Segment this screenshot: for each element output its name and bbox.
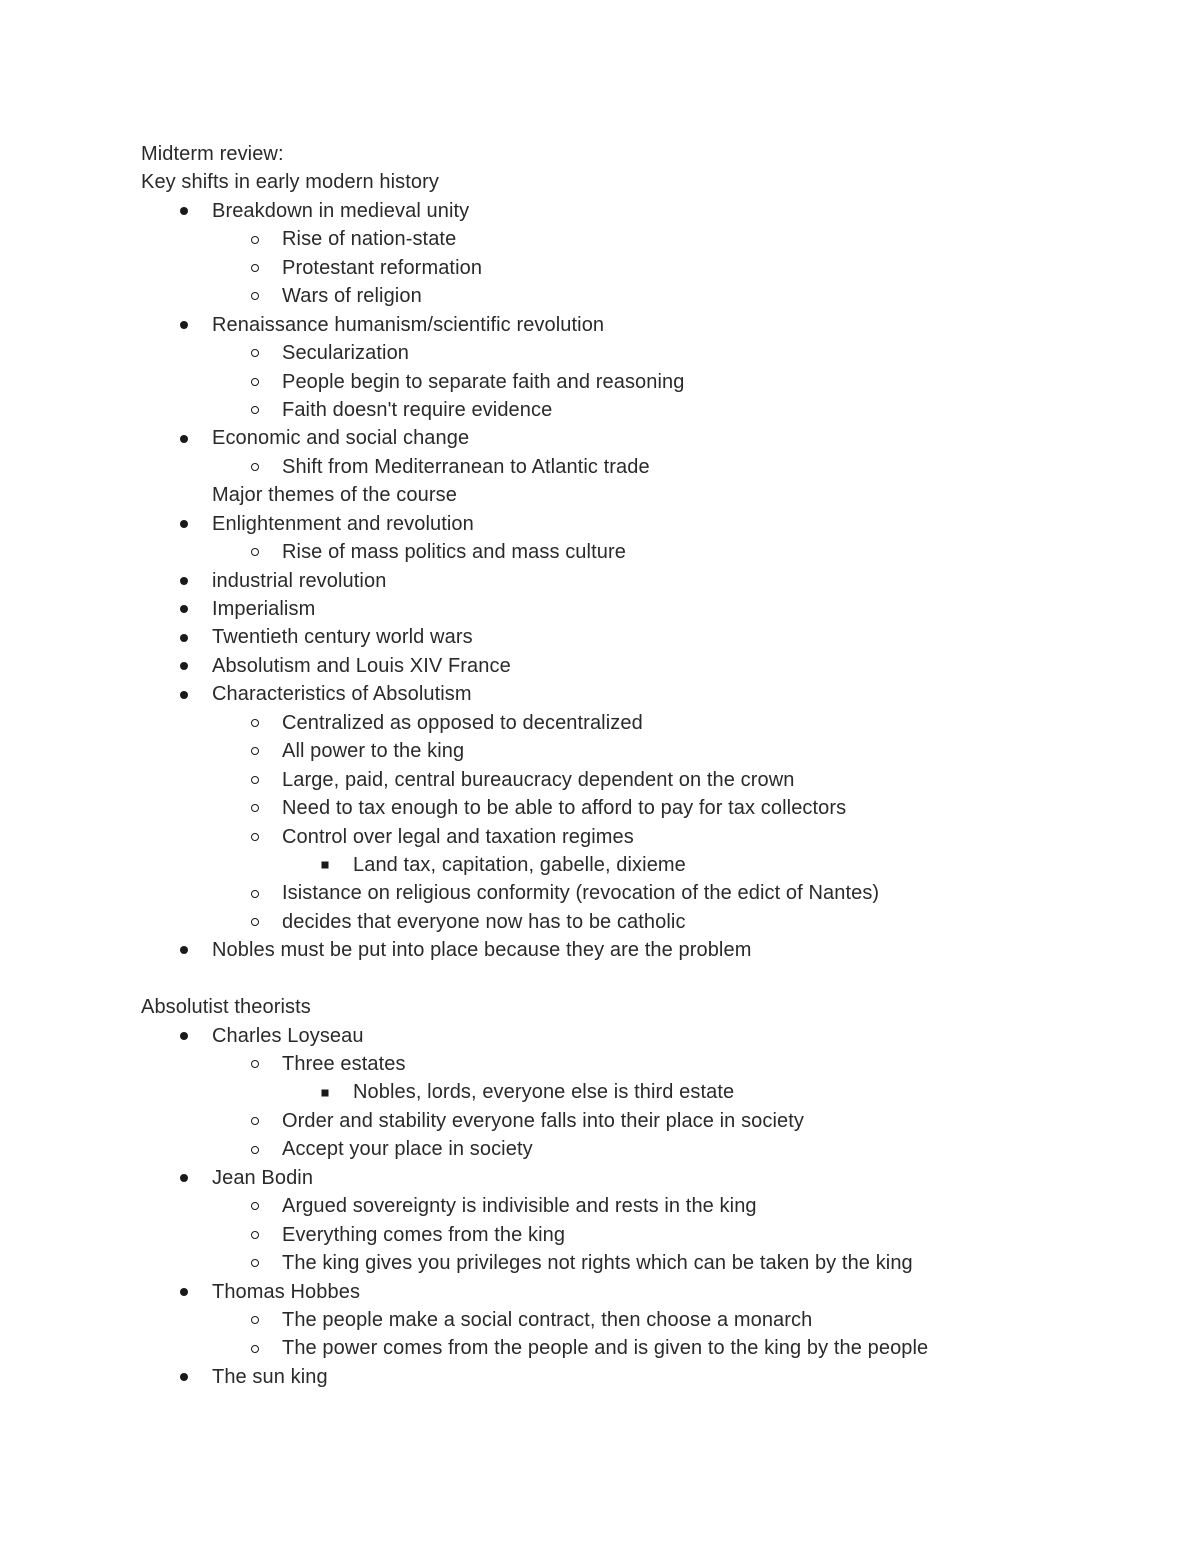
line-text: Order and stability everyone falls into their place in society	[282, 1109, 805, 1132]
square-bullet-icon	[322, 862, 329, 869]
circle-bullet-icon	[251, 1259, 259, 1267]
disc-bullet-icon	[180, 691, 188, 699]
line-text: The people make a social contract, then choose a monarch	[282, 1308, 813, 1331]
list-item	[141, 481, 1141, 509]
circle-bullet-icon	[251, 1345, 259, 1353]
notes-outline	[141, 140, 1141, 1391]
line-text: Rise of mass politics and mass culture	[282, 541, 626, 564]
list-item	[141, 538, 1141, 566]
list-item	[141, 623, 1141, 651]
list-item	[141, 1334, 1141, 1362]
list-item	[141, 1306, 1141, 1334]
circle-bullet-icon	[251, 804, 259, 812]
list-item	[141, 1135, 1141, 1163]
list-item	[141, 709, 1141, 737]
line-text: Rise of nation-state	[282, 228, 457, 251]
line-text: Jean Bodin	[212, 1166, 314, 1189]
line-text: Imperialism	[212, 598, 316, 620]
line-text: Key shifts in early modern history	[141, 171, 439, 194]
circle-bullet-icon	[251, 776, 259, 784]
line-text: Large, paid, central bureaucracy dependent on the crown	[282, 768, 795, 791]
line-text: Renaissance humanism/scientific revolution	[212, 313, 605, 336]
disc-bullet-icon	[180, 662, 188, 670]
list-item	[141, 680, 1141, 708]
disc-bullet-icon	[180, 321, 188, 329]
blank-line	[141, 965, 1141, 993]
list-item	[141, 851, 1141, 879]
disc-bullet-icon	[180, 577, 188, 585]
disc-bullet-icon	[180, 1032, 188, 1040]
line-text: Land tax, capitation, gabelle, dixieme	[353, 853, 686, 876]
disc-bullet-icon	[180, 435, 188, 443]
list-item	[141, 1278, 1141, 1306]
line-text: Isistance on religious conformity (revocation of the edict of Nantes)	[282, 882, 880, 905]
list-item	[141, 1022, 1141, 1050]
line-text: Faith doesn't require evidence	[282, 398, 553, 421]
circle-bullet-icon	[251, 1060, 259, 1068]
list-item	[141, 424, 1141, 452]
list-item	[141, 879, 1141, 907]
line-text: Protestant reformation	[282, 256, 483, 279]
circle-bullet-icon	[251, 1117, 259, 1125]
disc-bullet-icon	[180, 1288, 188, 1296]
list-item	[141, 595, 1141, 623]
list-item	[141, 737, 1141, 765]
circle-bullet-icon	[251, 548, 259, 556]
line-text: Control over legal and taxation regimes	[282, 825, 634, 848]
list-item	[141, 794, 1141, 822]
circle-bullet-icon	[251, 1146, 259, 1154]
list-item	[141, 1164, 1141, 1192]
circle-bullet-icon	[251, 349, 259, 357]
disc-bullet-icon	[180, 207, 188, 215]
line-text: The power comes from the people and is given to the king by the people	[282, 1337, 929, 1360]
list-item	[141, 1192, 1141, 1220]
line-text: Nobles, lords, everyone else is third estate	[353, 1081, 735, 1104]
line-text: Major themes of the course	[212, 484, 457, 507]
line-text: Need to tax enough to be able to afford to pay for tax collectors	[282, 797, 847, 820]
circle-bullet-icon	[251, 833, 259, 841]
circle-bullet-icon	[251, 719, 259, 727]
circle-bullet-icon	[251, 264, 259, 272]
line-text: decides that everyone now has to be catholic	[282, 910, 686, 933]
list-item	[141, 823, 1141, 851]
list-item	[141, 1078, 1141, 1106]
list-item	[141, 652, 1141, 680]
list-item	[141, 311, 1141, 339]
list-item	[141, 396, 1141, 424]
line-text: industrial revolution	[212, 569, 387, 592]
disc-bullet-icon	[180, 605, 188, 613]
list-item	[141, 254, 1141, 282]
line-text: Twentieth century world wars	[212, 626, 473, 649]
circle-bullet-icon	[251, 890, 259, 898]
line-text: Economic and social change	[212, 427, 470, 450]
circle-bullet-icon	[251, 463, 259, 471]
line-text: All power to the king	[282, 740, 465, 763]
disc-bullet-icon	[180, 1373, 188, 1381]
circle-bullet-icon	[251, 406, 259, 414]
disc-bullet-icon	[180, 946, 188, 954]
line-text: Everything comes from the king	[282, 1223, 566, 1246]
heading-line	[141, 993, 1141, 1021]
circle-bullet-icon	[251, 1316, 259, 1324]
heading-line	[141, 168, 1141, 196]
line-text: Nobles must be put into place because they are the problem	[212, 939, 752, 962]
line-text: Characteristics of Absolutism	[212, 683, 472, 706]
line-text: Enlightenment and revolution	[212, 512, 474, 535]
line-text: Argued sovereignty is indivisible and rests in the king	[282, 1195, 757, 1218]
line-text: Thomas Hobbes	[212, 1280, 361, 1303]
line-text: Absolutist theorists	[141, 996, 311, 1019]
circle-bullet-icon	[251, 747, 259, 755]
list-item	[141, 368, 1141, 396]
line-text: Wars of religion	[282, 285, 422, 308]
line-text: The king gives you privileges not rights which can be taken by the king	[282, 1252, 913, 1275]
line-text: Breakdown in medieval unity	[212, 199, 470, 222]
list-item	[141, 766, 1141, 794]
disc-bullet-icon	[180, 1174, 188, 1182]
heading-line	[141, 140, 1141, 168]
list-item	[141, 339, 1141, 367]
line-text: Shift from Mediterranean to Atlantic trade	[282, 455, 650, 478]
circle-bullet-icon	[251, 236, 259, 244]
list-item	[141, 510, 1141, 538]
line-text: Secularization	[282, 342, 410, 365]
line-text: People begin to separate faith and reasoning	[282, 370, 685, 393]
circle-bullet-icon	[251, 292, 259, 300]
circle-bullet-icon	[251, 1202, 259, 1210]
line-text: Accept your place in society	[282, 1138, 533, 1161]
line-text: Three estates	[282, 1053, 406, 1075]
line-text: Absolutism and Louis XIV France	[212, 654, 511, 677]
circle-bullet-icon	[251, 1231, 259, 1239]
list-item	[141, 1363, 1141, 1391]
square-bullet-icon	[322, 1089, 329, 1096]
line-text: Charles Loyseau	[212, 1024, 364, 1047]
list-item	[141, 282, 1141, 310]
list-item	[141, 1249, 1141, 1277]
disc-bullet-icon	[180, 520, 188, 528]
list-item	[141, 1221, 1141, 1249]
list-item	[141, 567, 1141, 595]
list-item	[141, 908, 1141, 936]
disc-bullet-icon	[180, 634, 188, 642]
list-item	[141, 936, 1141, 964]
list-item	[141, 225, 1141, 253]
line-text: The sun king	[212, 1365, 328, 1388]
list-item	[141, 453, 1141, 481]
list-item	[141, 197, 1141, 225]
line-text: Midterm review:	[141, 143, 284, 165]
list-item	[141, 1050, 1141, 1078]
circle-bullet-icon	[251, 918, 259, 926]
line-text: Centralized as opposed to decentralized	[282, 711, 643, 734]
list-item	[141, 1107, 1141, 1135]
circle-bullet-icon	[251, 378, 259, 386]
